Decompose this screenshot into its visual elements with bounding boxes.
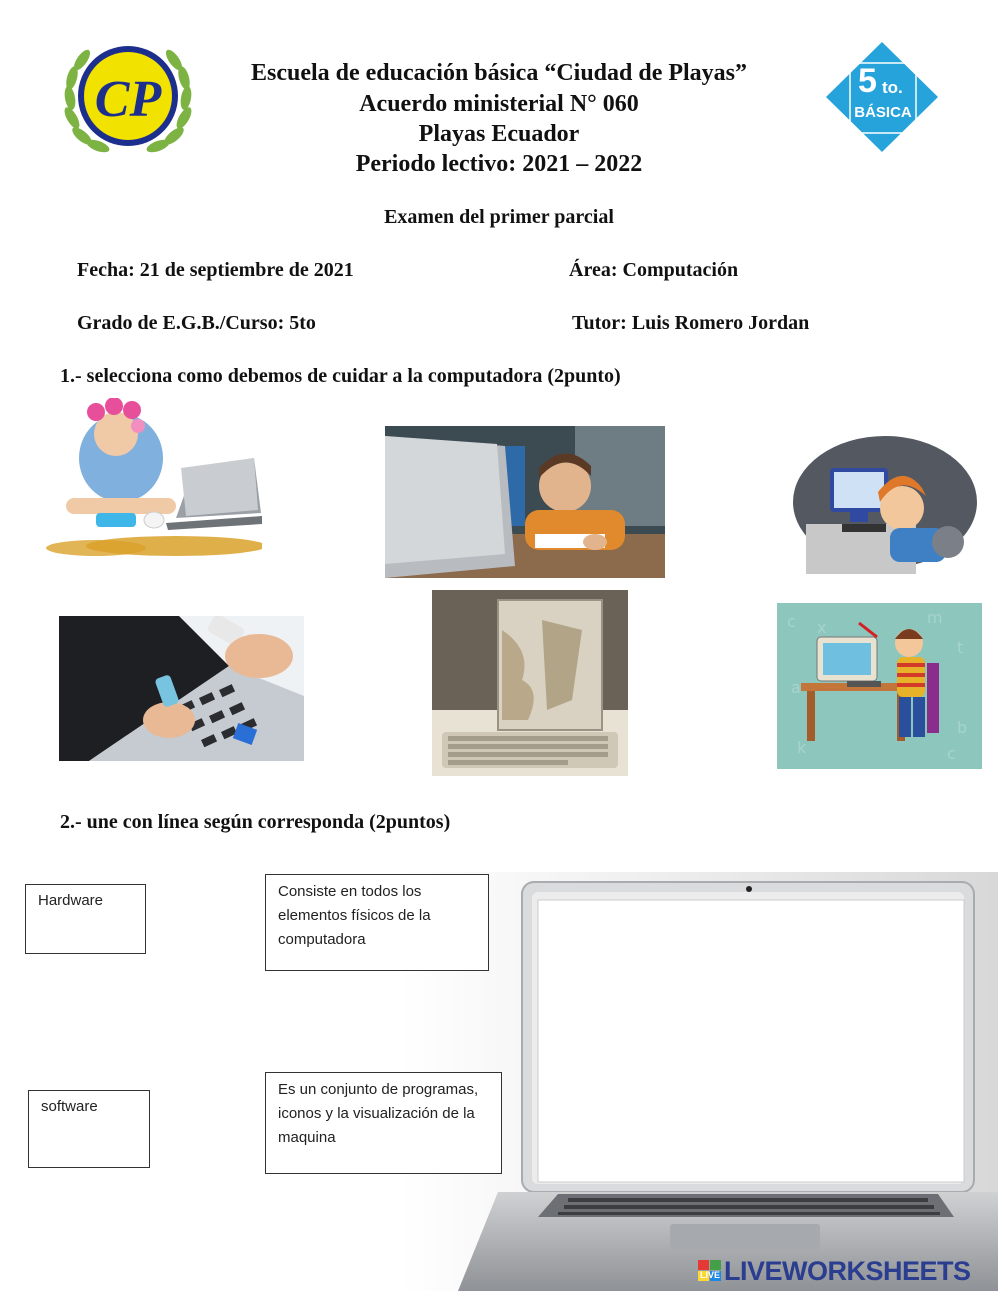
watermark-text: LIVEWORKSHEETS <box>724 1256 971 1286</box>
boy-studying-laptop-image[interactable] <box>385 426 665 578</box>
exam-area: Área: Computación <box>569 259 739 281</box>
woman-spilling-coffee-image[interactable] <box>26 398 262 564</box>
badge-label: BÁSICA <box>854 104 912 121</box>
grade-badge <box>824 40 940 154</box>
question-2-text: 2.- une con línea según corresponda (2puntos) <box>60 811 451 833</box>
svg-text:c: c <box>787 612 796 631</box>
exam-date: Fecha: 21 de septiembre de 2021 <box>77 259 354 281</box>
svg-text:k: k <box>797 738 807 757</box>
badge-number: 5 <box>858 62 877 100</box>
svg-text:t: t <box>957 638 964 657</box>
svg-text:CP: CP <box>94 71 162 128</box>
svg-text:LIVE: LIVE <box>699 1270 721 1280</box>
cleaning-keyboard-image[interactable] <box>59 616 304 761</box>
question-1-text: 1.- selecciona como debemos de cuidar a la computadora (2punto) <box>60 365 621 387</box>
exam-grade: Grado de E.G.B./Curso: 5to <box>77 312 316 334</box>
school-location: Playas Ecuador <box>418 121 580 147</box>
exam-tutor: Tutor: Luis Romero Jordan <box>572 312 810 334</box>
ministerial-agreement: Acuerdo ministerial N° 060 <box>359 91 639 117</box>
exam-title: Examen del primer parcial <box>384 206 614 228</box>
definition-box-hardware[interactable]: Consiste en todos los elementos físicos de la computadora <box>265 874 489 971</box>
school-name: Escuela de educación básica “Ciudad de Playas” <box>250 60 748 86</box>
term-box-software[interactable]: software <box>28 1090 150 1168</box>
school-logo <box>58 38 198 158</box>
term-box-hardware[interactable]: Hardware <box>25 884 146 954</box>
svg-text:c: c <box>947 744 956 763</box>
damaged-computer-image[interactable] <box>432 590 628 776</box>
watermark-mark-icon <box>698 1260 722 1282</box>
svg-text:x: x <box>817 618 827 637</box>
definition-box-software[interactable]: Es un conjunto de programas, iconos y la visualización de la maquina <box>265 1072 502 1174</box>
svg-text:b: b <box>957 718 968 737</box>
svg-text:a: a <box>791 678 801 697</box>
badge-suffix: to. <box>882 78 903 97</box>
boy-sleeping-computer-image[interactable] <box>790 432 980 574</box>
boy-using-computer-image[interactable] <box>777 603 982 769</box>
school-period: Periodo lectivo: 2021 – 2022 <box>355 151 643 177</box>
svg-text:m: m <box>927 608 943 627</box>
